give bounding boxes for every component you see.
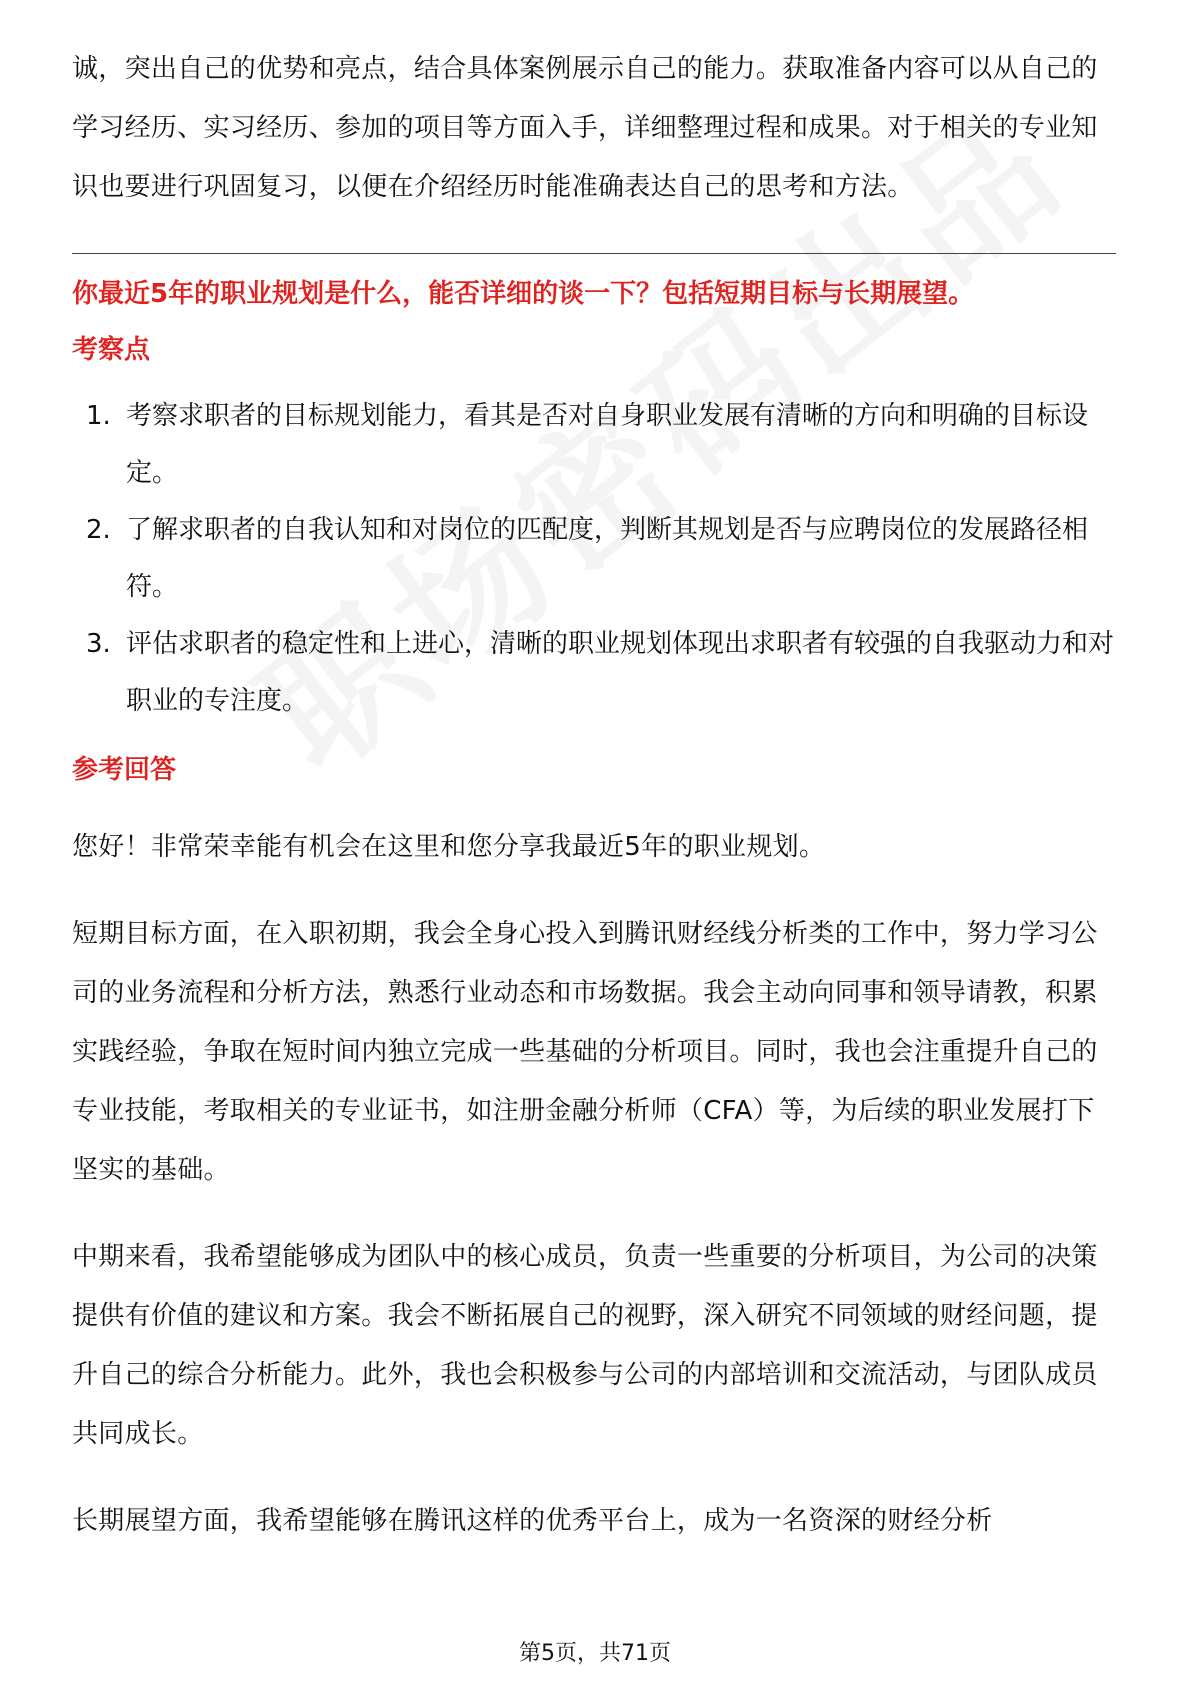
section-divider (72, 253, 1116, 254)
page-number: 第5页，共71页 (519, 1641, 671, 1666)
answer-text: 您好！非常荣幸能有机会在这里和您分享我最近5年的职业规划。 (72, 832, 826, 862)
answer-text: 中期来看，我希望能够成为团队中的核心成员，负责一些重要的分析项目，为公司的决策提供有价值的建议和方案。我会不断拓展自己的视野，深入研究不同领域的财经问题，提升自己的综合分析能力。此外，我也会积极参与公司的内部培训和交流活动，与团队成员共同成长。 (72, 1242, 1098, 1449)
inspection-point-text: 评估求职者的稳定性和上进心，清晰的职业规划体现出求职者有较强的自我驱动力和对职业的专注度。 (126, 629, 1115, 716)
inspection-points-list (72, 388, 1116, 730)
list-number: 2. (86, 515, 111, 545)
answer-paragraph (72, 1228, 1116, 1464)
answer-text: 短期目标方面，在入职初期，我会全身心投入到腾讯财经线分析类的工作中，努力学习公司的业务流程和分析方法，熟悉行业动态和市场数据。我会主动向同事和领导请教，积累实践经验，争取在短时间内独立完成一些基础的分析项目。同时，我也会注重提升自己的专业技能，考取相关的专业证书，如注册金融分析师（CFA）等，为后续的职业发展打下坚实的基础。 (72, 919, 1098, 1185)
inspection-point (72, 388, 1116, 502)
answer-paragraph (72, 905, 1116, 1200)
answer-text: 长期展望方面，我希望能够在腾讯这样的优秀平台上，成为一名资深的财经分析 (72, 1506, 993, 1536)
list-number: 3. (86, 629, 111, 659)
question-heading: 你最近5年的职业规划是什么，能否详细的谈一下？包括短期目标与长期展望。 (72, 279, 975, 309)
inspection-point (72, 502, 1116, 616)
inspection-label: 考察点 (72, 335, 151, 365)
intro-paragraph: 诚，突出自己的优势和亮点，结合具体案例展示自己的能力。获取准备内容可以从自己的学习经历、实习经历、参加的项目等方面入手，详细整理过程和成果。对于相关的专业知识也要进行巩固复习，以便在介绍经历时能准确表达自己的思考和方法。 (72, 54, 1098, 202)
list-number: 1. (86, 401, 111, 431)
inspection-point (72, 616, 1116, 730)
inspection-point-text: 了解求职者的自我认知和对岗位的匹配度，判断其规划是否与应聘岗位的发展路径相符。 (126, 515, 1089, 602)
inspection-point-text: 考察求职者的目标规划能力，看其是否对自身职业发展有清晰的方向和明确的目标设定。 (126, 401, 1089, 488)
answer-paragraph (72, 1492, 1116, 1551)
answer-paragraph (72, 818, 1116, 877)
answer-label: 参考回答 (72, 755, 177, 785)
document-page (72, 40, 1116, 1551)
